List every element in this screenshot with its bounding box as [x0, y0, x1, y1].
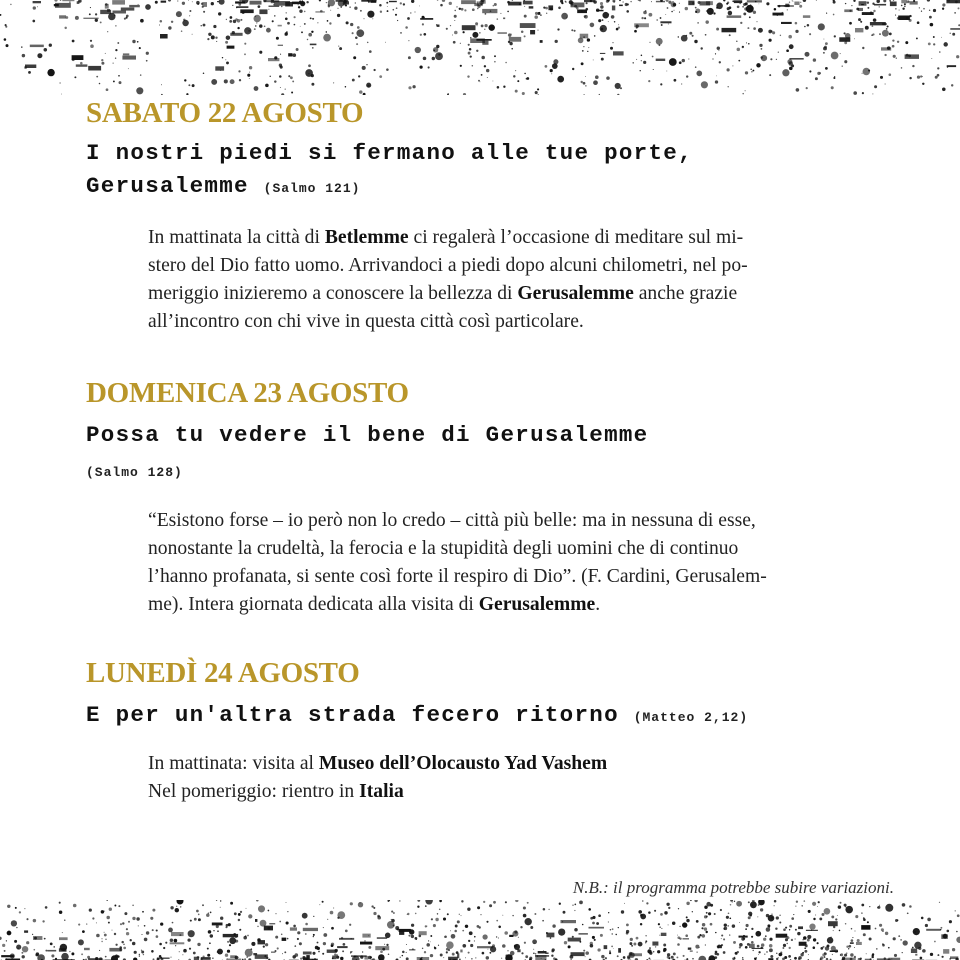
description-line [148, 750, 893, 778]
description-line [148, 308, 893, 336]
place-name: Betlemme [324, 227, 409, 248]
day-subtitle [86, 137, 693, 205]
description-text: In mattinata la città di [148, 227, 325, 248]
day-heading: LUNEDÌ 24 AGOSTO [86, 657, 360, 689]
day-subtitle [86, 699, 748, 734]
day-heading: DOMENICA 23 AGOSTO [86, 377, 409, 409]
place-name: Italia [359, 781, 404, 802]
description-text: ci regalerà l’occasione di meditare sul mi- [408, 227, 744, 248]
description-line [148, 563, 893, 591]
description-text: anche grazie [633, 283, 738, 304]
day-description [148, 750, 893, 806]
grunge-border-bottom [0, 900, 960, 960]
description-text: Nel pomeriggio: rientro in [148, 781, 360, 802]
description-text: nonostante la crudeltà, la ferocia e la stupidità degli uomini che di continuo [148, 538, 739, 559]
footer-note: N.B.: il programma potrebbe subire variazioni. [572, 878, 894, 897]
day-heading: SABATO 22 AGOSTO [86, 97, 364, 129]
day-section-saturday [86, 96, 363, 130]
description-line [148, 507, 893, 535]
gospel-reference: (Matteo 2,12) [633, 710, 749, 725]
description-line [148, 252, 893, 280]
description-line [148, 535, 893, 563]
description-text: all’incontro con chi vive in questa città così particolare. [148, 311, 584, 332]
subtitle-line: E per un'altra strada fecero ritorno [86, 702, 619, 728]
day-section-monday [86, 656, 359, 690]
place-name: Museo dell’Olocausto Yad Vashem [318, 753, 608, 774]
description-line [148, 778, 893, 806]
place-name: Gerusalemme [478, 594, 596, 615]
place-name: Gerusalemme [517, 283, 634, 304]
subtitle-line: Gerusalemme [86, 173, 249, 199]
day-section-sunday [86, 376, 409, 410]
psalm-reference: (Salmo 128) [86, 465, 183, 480]
description-text: . [595, 594, 601, 615]
psalm-reference: (Salmo 121) [263, 181, 361, 196]
description-text: l’hanno profanata, si sente così forte il respiro di Dio”. (F. Cardini, Gerusalem- [148, 566, 767, 587]
subtitle-line: I nostri piedi si fermano alle tue porte, [86, 140, 693, 166]
description-text: stero del Dio fatto uomo. Arrivandoci a piedi dopo alcuni chilometri, nel po- [148, 255, 748, 276]
day-subtitle [86, 419, 648, 489]
grunge-border-top [0, 0, 960, 95]
description-text: me). Intera giornata dedicata alla visita di [148, 594, 479, 615]
description-line [148, 224, 893, 252]
description-line [148, 591, 893, 619]
description-text: “Esistono forse – io però non lo credo – città più belle: ma in nessuna di esse, [148, 510, 756, 531]
description-text: In mattinata: visita al [148, 753, 319, 774]
description-line [148, 280, 893, 308]
subtitle-line: Possa tu vedere il bene di Gerusalemme [86, 422, 649, 448]
day-description [148, 224, 893, 336]
description-text: meriggio inizieremo a conoscere la bellezza di [148, 283, 518, 304]
day-description [148, 507, 893, 619]
